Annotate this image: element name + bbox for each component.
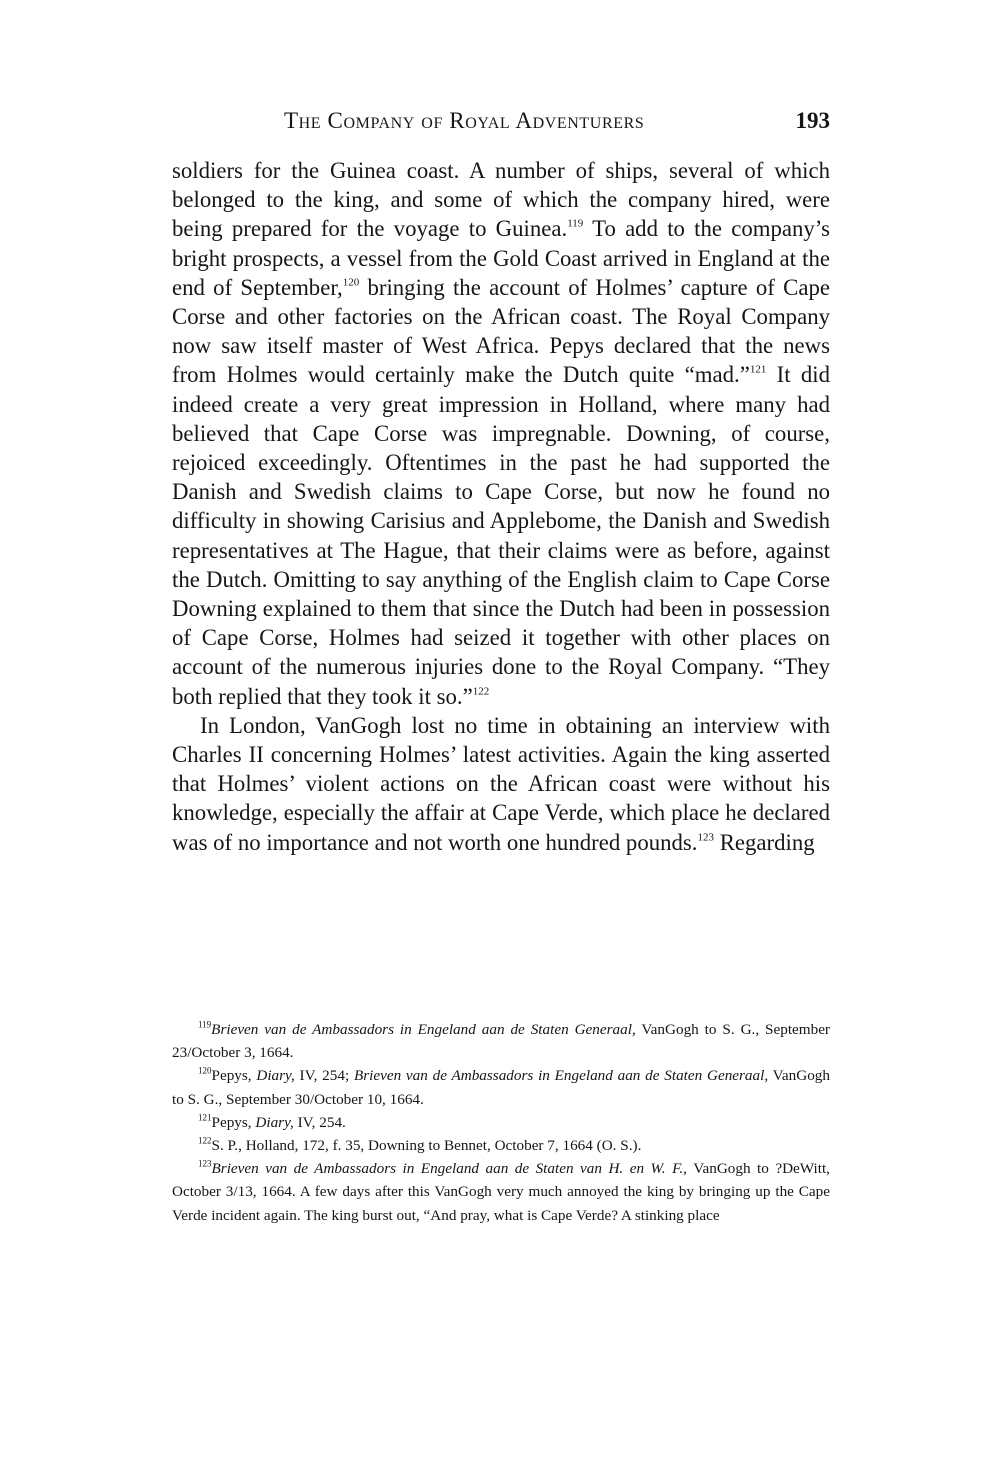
footnote-ref: 119 [198,1019,212,1030]
footnote-123 [172,1157,830,1227]
text-run: VanGogh to ?DeWitt, October 3/13, 1664. A few days after this VanGogh very much annoyed the king by bringing up the Cape Verde incident again. The king burst out, “And pray, what is Cape Verde? A stinking place [172,1160,830,1224]
footnote-120 [172,1064,830,1110]
footnote-ref: 122 [198,1135,212,1146]
footnote-122 [172,1134,830,1157]
text-run: VanGogh to S. G., September 30/October 10, 1664. [172,1067,830,1108]
text-run: VanGogh to S. G., September 23/October 3, 1664. [172,1021,830,1062]
text-run: Regarding [714,829,815,855]
text-run: Pepys, [211,1113,256,1131]
text-run: soldiers for the Guinea coast. A number of ships, several of which belonged to the king, and some of which the company hired, were being prepared for the voyage to Guinea. [172,158,830,242]
italic-text: Diary, [255,1113,294,1131]
text-run: It did indeed create a very great impression in Holland, where many had believed that Cape Corse was impregnable. Downing, of course, rejoiced exceedingly. Oftentimes in the past he had supported the Danish and Swedish claims to Cape Corse, but now he found no difficulty in showing Carisius and Applebome, the Danish and Swedish representatives at The Hague, that their claims were as before, against the Dutch. Omitting to say anything of the English claim to Cape Corse Downing explained to them that since the Dutch had been in possession of Cape Corse, Holmes had seized it together with other places on account of the numerous injuries done to the Royal Company. “They both replied that they took it so.” [172,362,830,709]
italic-text: Diary, [256,1067,295,1085]
text-run: IV, 254. [293,1113,346,1131]
paragraph [172,156,830,711]
footnote-ref: 120 [198,1066,212,1077]
footnote-ref: 123 [198,1158,212,1169]
footnote-ref: 119 [567,218,584,231]
text-run: In London, VanGogh lost no time in obtaining an interview with Charles II concerning Holmes’ latest activities. Again the king asserted that Holmes’ violent actions on the African coast were without his knowledge, especially the affair at Cape Verde, which place he declared was of no importance and not worth one hundred pounds. [172,712,830,855]
running-title: The Company of Royal Adventurers [284,108,645,133]
text-run: IV, 254; [294,1067,354,1085]
footnote-ref: 120 [342,276,360,289]
footnote-ref: 122 [472,685,490,698]
footnote-121 [172,1111,830,1134]
footnote-ref: 121 [749,364,767,377]
text-run: S. P., Holland, 172, f. 35, Downing to Bennet, October 7, 1664 (O. S.). [211,1137,642,1155]
running-head [172,108,830,138]
text-run: To add to the company’s bright prospects, a vessel from the Gold Coast arrived in England at the end of September, [172,216,830,300]
footnote-119 [172,1018,830,1064]
footnotes [172,1018,830,1227]
footnote-ref: 121 [198,1112,212,1123]
paragraph [172,711,830,857]
text-run: bringing the account of Holmes’ capture of Cape Corse and other factories on the African coast. The Royal Company now saw itself master of West Africa. Pepys declared that the news from Holmes would certainly make the Dutch quite “mad.” [172,274,830,388]
italic-text: Brieven van de Ambassadors in Engeland aan de Staten Generaal, [211,1021,636,1038]
page-number: 193 [795,108,830,133]
text-run: Pepys, [211,1067,257,1085]
body-text [172,156,830,857]
footnote-ref: 123 [697,831,714,844]
italic-text: Brieven van de Ambassadors in Engeland aan de Staten Generaal, [353,1067,769,1085]
italic-text: Brieven van de Ambassadors in Engeland aan de Staten van H. en W. F., [211,1160,687,1178]
